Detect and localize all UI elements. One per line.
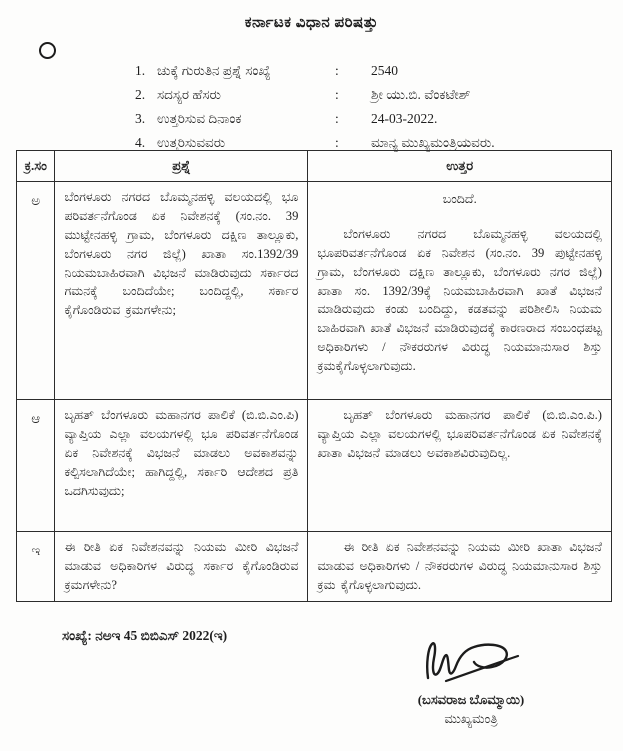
meta-item-label: ಉತ್ತರಿಸುವ ದಿನಾಂಕ: [157, 111, 242, 127]
question-text: ಬೃಹತ್ ಬೆಂಗಳೂರು ಮಹಾನಗರ ಪಾಲಿಕೆ (ಬಿ.ಬಿ.ಎಂ.ಪಿ) ವ್ಯಾಪ್ತಿಯ ಎಲ್ಲಾ ವಲಯಗಳಲ್ಲಿ ಭೂ ಪರಿವರ್ತನೆಗೊಂಡ ಏಕ ನಿವೇಶನಕ್ಕೆ ವಿಭಜನೆ ಮಾಡಲು ಅವಕಾಶವನ್ನು ಕಲ್ಪಿಸಲಾಗಿದೆಯೇ; ಹಾಗಿದ್ದಲ್ಲಿ, ಸರ್ಕಾರಿ ಆದೇಶದ ಪ್ರತಿ ಒದಗಿಸುವುದು;: [64, 408, 299, 498]
question-cell: [55, 532, 308, 602]
header-serial-number: ಕ್ರ.ಸಂ: [17, 151, 55, 182]
question-meta-list: [135, 62, 603, 158]
meta-item-label: ಚುಕ್ಕೆ ಗುರುತಿನ ಪ್ರಶ್ನೆ ಸಂಖ್ಯೆ: [157, 63, 271, 78]
meta-row-member-name: [135, 86, 603, 104]
meta-item-value: 2540: [371, 63, 398, 78]
answer-text: ಬೃಹತ್ ಬೆಂಗಳೂರು ಮಹಾನಗರ ಪಾಲಿಕೆ (ಬಿ.ಬಿ.ಎಂ.ಪಿ.) ವ್ಯಾಪ್ತಿಯ ಎಲ್ಲಾ ವಲಯಗಳಲ್ಲಿ ಭೂಪರಿವರ್ತನೆಗೊಂಡ ಏಕ ನಿವೇಶನಕ್ಕೆ ಖಾತಾ ವಿಭಜನೆ ಮಾಡಲು ಅವಕಾಶವಿರುವುದಿಲ್ಲ.: [317, 408, 602, 460]
meta-item-label: ಉತ್ತರಿಸುವವರು: [157, 135, 226, 151]
question-cell: [55, 400, 308, 532]
meta-row-question-number: [135, 62, 603, 80]
question-answer-table: [16, 150, 612, 602]
question-text: ಈ ರೀತಿ ಏಕ ನಿವೇಶನವನ್ನು ನಿಯಮ ಮೀರಿ ವಿಭಜನೆ ಮಾಡುವ ಅಧಿಕಾರಿಗಳ ವಿರುದ್ಧ ಸರ್ಕಾರ ಕೈಗೊಂಡಿರುವ ಕ್ರಮಗಳೇನು?: [64, 540, 299, 592]
meta-item-value: ಶ್ರೀ ಯು.ಬಿ. ವೆಂಕಟೇಶ್: [371, 87, 471, 103]
meta-row-answer-date: [135, 110, 603, 128]
signatory-name: (ಬಸವರಾಜ ಬೊಮ್ಮಾಯಿ): [417, 692, 525, 707]
header-question: ಪ್ರಶ್ನೆ: [55, 151, 308, 182]
meta-item-number: 2.: [135, 87, 146, 103]
file-reference-number: ಸಂಖ್ಯೆ: ನಅಇ 45 ಬಿಬಿಎಸ್ 2022(ಇ): [62, 628, 228, 643]
meta-separator: :: [335, 135, 339, 151]
answer-text: ಬೆಂಗಳೂರು ನಗರದ ಬೊಮ್ಮನಹಳ್ಳಿ ವಲಯದಲ್ಲಿ ಭೂಪರಿವರ್ತನೆಗೊಂಡ ಏಕ ನಿವೇಶನ (ಸಂ.ನಂ. 39 ಪುಟ್ಟೇನಹಳ್ಳಿ ಗ್ರಾಮ, ಬೆಂಗಳೂರು ದಕ್ಷಿಣ ತಾಲ್ಲೂಕು, ಬೆಂಗಳೂರು ನಗರ ಜಿಲ್ಲೆ) ಖಾತಾ ಸಂ. 1392/39ಕ್ಕೆ ನಿಯಮಬಾಹಿರವಾಗಿ ಖಾತೆ ವಿಭಜನೆ ಮಾಡಿರುವುದು ಕಂಡು ಬಂದಿದ್ದು, ಕಡತವನ್ನು ಪರಿಶೀಲಿಸಿ ನಿಯಮ ಬಾಹಿರವಾಗಿ ಖಾತೆ ವಿಭಜನೆ ಮಾಡಿರುವುದಕ್ಕೆ ಕಾರಣರಾದ ಸಂಬಂಧಪಟ್ಟ ಅಧಿಕಾರಿಗಳು / ನೌಕರರುಗಳ ವಿರುದ್ಧ ನಿಯಮಾನುಸಾರ ಶಿಸ್ತು ಕ್ರಮಕೈಗೊಳ್ಳಲಾಗುವುದು.: [317, 226, 602, 374]
answer-text: ಈ ರೀತಿ ಏಕ ನಿವೇಶನವನ್ನು ನಿಯಮ ಮೀರಿ ಖಾತಾ ವಿಭಜನೆ ಮಾಡುವ ಅಧಿಕಾರಿಗಳು / ನೌಕರರುಗಳ ವಿರುದ್ಧ ನಿಯಮಾನುಸಾರ ಶಿಸ್ತು ಕ್ರಮ ಕೈಗೊಳ್ಳಲಾಗುವುದು.: [317, 540, 602, 592]
meta-item-value: 24-03-2022.: [371, 111, 438, 127]
table-row: [17, 532, 612, 602]
question-text: ಬೆಂಗಳೂರು ನಗರದ ಬೊಮ್ಮನಹಳ್ಳಿ ವಲಯದಲ್ಲಿ ಭೂ ಪರಿವರ್ತನೆಗೊಂಡ ಏಕ ನಿವೇಶನಕ್ಕೆ (ಸಂ.ನಂ. 39 ಮುಟ್ಟೇನಹಳ್ಳಿ ಗ್ರಾಮ, ಬೆಂಗಳೂರು ದಕ್ಷಿಣ ತಾಲ್ಲೂಕು, ಬೆಂಗಳೂರು ನಗರ ಜಿಲ್ಲೆ) ಖಾತಾ ಸಂ.1392/39 ನಿಯಮಬಾಹಿರವಾಗಿ ವಿಭಜನೆ ಮಾಡಿರುವುದು ಸರ್ಕಾರದ ಗಮನಕ್ಕೆ ಬಂದಿದೆಯೇ; ಬಂದಿದ್ದಲ್ಲಿ, ಸರ್ಕಾರ ಕೈಗೊಂಡಿರುವ ಕ್ರಮಗಳೇನು;: [64, 190, 299, 318]
signature-block: [396, 634, 546, 727]
table-header-row: [17, 151, 612, 182]
header-answer: ಉತ್ತರ: [308, 151, 612, 182]
document-title: ಕರ್ನಾಟಕ ವಿಧಾನ ಪರಿಷತ್ತು: [244, 15, 379, 31]
meta-item-number: 1.: [135, 63, 146, 78]
signature-icon: [406, 634, 536, 690]
table-row: [17, 182, 612, 400]
meta-separator: :: [335, 111, 339, 127]
meta-item-number: 4.: [135, 135, 146, 151]
row-serial: ಇ: [17, 532, 55, 602]
meta-separator: :: [335, 87, 339, 103]
meta-item-number: 3.: [135, 111, 146, 127]
meta-separator: :: [335, 63, 339, 78]
question-cell: [55, 182, 308, 400]
meta-item-value: ಮಾನ್ಯ ಮುಖ್ಯಮಂತ್ರಿಯವರು.: [371, 135, 495, 151]
answer-cell: [308, 182, 612, 400]
table-row: [17, 400, 612, 532]
answer-lead-text: ಬಂದಿದೆ.: [442, 192, 477, 206]
row-serial: ಆ: [17, 400, 55, 532]
signatory-designation: ಮುಖ್ಯಮಂತ್ರಿ: [444, 711, 498, 726]
answer-cell: [308, 400, 612, 532]
meta-item-label: ಸದಸ್ಯರ ಹೆಸರು: [157, 87, 221, 103]
row-serial: ಅ: [17, 182, 55, 400]
punch-hole-mark: [39, 42, 56, 59]
answer-cell: [308, 532, 612, 602]
